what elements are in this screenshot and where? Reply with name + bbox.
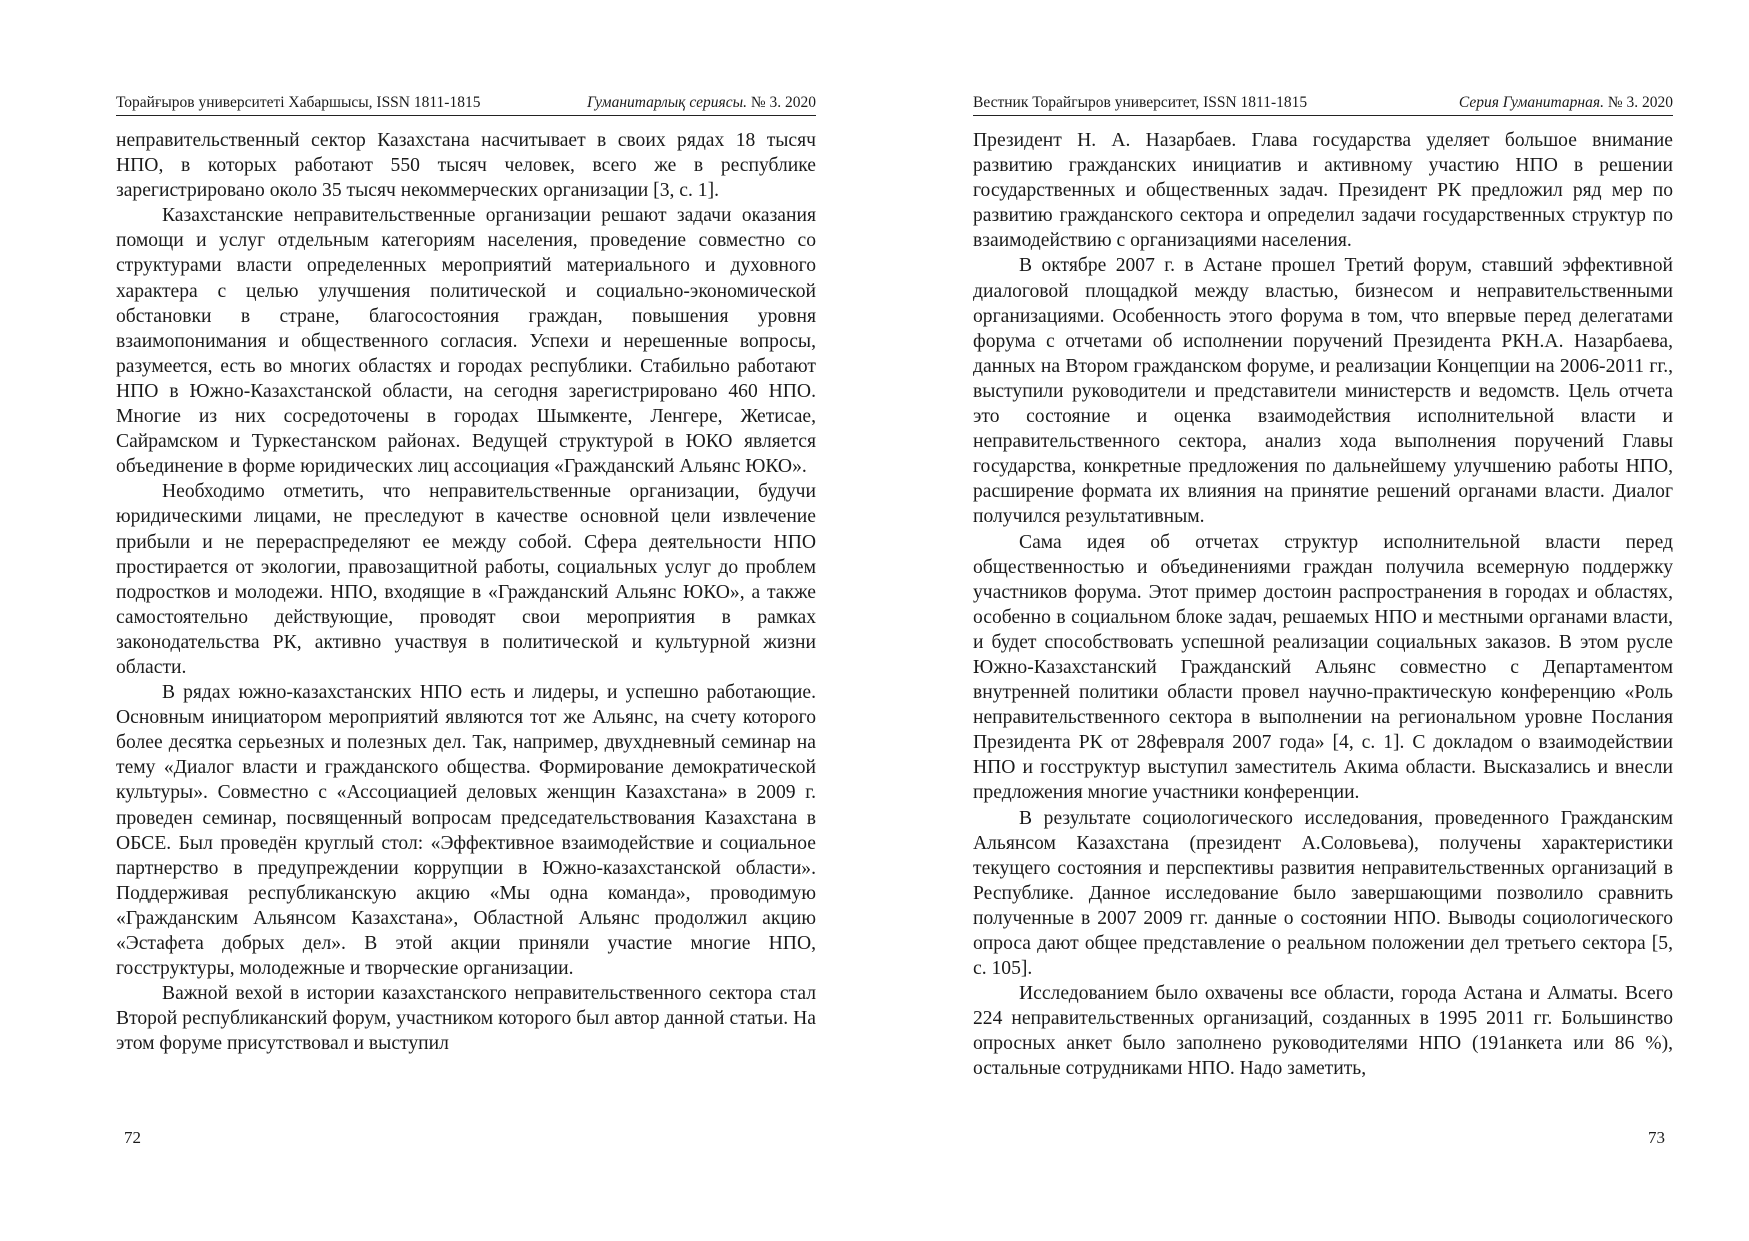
paragraph: В октябре 2007 г. в Астане прошел Третий форум, ставший эффективной диалоговой площадкой между властью, бизнесом и неправительственными организациями. Особенность этого форума в том, что впервые перед делегатами форума с отчетами об исполнении поручений Президента РКН.А. Назарбаева, данных на Втором гражданском форуме, и реализации Концепции на 2006-2011 гг., выступили руководители и представители министерств и ведомств. Цель отчета это состояние и оценка взаимодействия исполнительной власти и неправительственного сектора, анализ хода выполнения поручений Главы государства, конкретные предложения по дальнейшему улучшению работы НПО, расширение формата их влияния на принятие решений органами власти. Диалог получился результативным. — [973, 255, 1673, 528]
page-number: 72 — [124, 1128, 141, 1147]
page-number: 73 — [1648, 1128, 1665, 1147]
paragraph: Сама идея об отчетах структур исполнительной власти перед общественностью и объединениями граждан получила всемерную поддержку участников форума. Этот пример достоин распространения в городах и областях, особенно в социальном блоке задач, решаемых НПО и местными органами власти, и будет способствовать успешной реализации социальных заказов. В этом русле Южно-Казахстанский Гражданский Альянс совместно с Департаментом внутренней политики области провел научно-практическую конференцию «Роль неправительственного сектора в выполнении на региональном уровне Послания Президента РК от 28февраля 2007 года» [4, с. 1]. С докладом о взаимодействии НПО и госструктур выступил заместитель Акима области. Высказались и внесли предложения многие участники конференции. — [973, 531, 1673, 804]
paragraph: Исследованием было охвачены все области, города Астана и Алматы. Всего 224 неправительственных организаций, созданных в 1995 2011 гг. Большинство опросных анкет было заполнено руководителями НПО (191анкета или 86 %), остальные сотрудниками НПО. Надо заметить, — [973, 983, 1673, 1080]
paragraph: В рядах южно-казахстанских НПО есть и лидеры, и успешно работающие. Основным инициатором мероприятий являются тот же Альянс, на счету которого более десятка серьезных и полезных дел. Так, например, двухдневный семинар на тему «Диалог власти и гражданского общества. Формирование демократической культуры». Совместно с «Ассоциацией деловых женщин Казахстана» в 2009 г. проведен семинар, посвященный вопросам председательствования Казахстана в ОБСЕ. Был проведён круглый стол: «Эффективное взаимодействие и социальное партнерство в предупреждении коррупции в Южно-казахстанской области». Поддерживая республиканскую акцию «Мы одна команда», проводимую «Гражданским Альянсом Казахстана», Областной Альянс продолжил акцию «Эстафета добрых дел». В этой акции приняли участие многие НПО, госструктуры, молодежные и творческие организации. — [116, 682, 816, 980]
running-header — [973, 92, 1673, 116]
series-issue — [587, 94, 816, 112]
running-header — [116, 92, 816, 116]
paragraph: неправительственный сектор Казахстана насчитывает в своих рядах 18 тысяч НПО, в которых работают 550 тысяч человек, всего же в республике зарегистрировано около 35 тысяч некоммерческих организации [3, с. 1]. — [116, 130, 816, 202]
page-body — [116, 128, 816, 1056]
series-name: Гуманитарлық сериясы. — [587, 94, 747, 111]
paragraph: В результате социологического исследования, проведенного Гражданским Альянсом Казахстана (президент А.Соловьева), получены характеристики текущего состояния и перспективы развития неправительственных организаций в Республике. Данное исследование было завершающими позволило сравнить полученные в 2007 2009 гг. данные о состоянии НПО. Выводы социологического опроса дают общее представление о реальном положении дел третьего сектора [5, с. 105]. — [973, 807, 1673, 980]
journal-title: Вестник Торайгыров университет, ISSN 1811-1815 — [973, 94, 1308, 111]
paragraph: Важной вехой в истории казахстанского неправительственного сектора стал Второй республиканский форум, участником которого был автор данной статьи. На этом форуме присутствовал и выступил — [116, 983, 816, 1055]
journal-title: Торайғыров университеті Хабаршысы, ISSN 1811-1815 — [116, 94, 481, 111]
paragraph: Казахстанские неправительственные организации решают задачи оказания помощи и услуг отдельным категориям населения, проведение совместно со структурами власти определенных мероприятий материального и духовного характера с целью улучшения политической и социально-экономической обстановки в стране, благосостояния граждан, повышения уровня взаимопонимания и общественного согласия. Успехи и нерешенные вопросы, разумеется, есть во многих областях и городах республики. Стабильно работают НПО в Южно-Казахстанской области, на сегодня зарегистрировано 460 НПО. Многие из них сосредоточены в городах Шымкенте, Ленгере, Жетисае, Сайрамском и Туркестанском районах. Ведущей структурой в ЮКО является объединение в форме юридических лиц ассоциация «Гражданский Альянс ЮКО». — [116, 205, 816, 478]
paragraph: Президент Н. А. Назарбаев. Глава государства уделяет большое внимание развитию гражданских инициатив и активному участию НПО в решении государственных и общественных задач. Президент РК предложил ряд мер по развитию гражданского сектора и определил задачи государственных структур по взаимодействию с организациями населения. — [973, 130, 1673, 252]
series-name: Серия Гуманитарная. — [1458, 94, 1604, 111]
series-issue — [1459, 94, 1673, 112]
page-body — [973, 128, 1673, 1082]
issue-number: № 3. 2020 — [1603, 94, 1673, 111]
paragraph: Необходимо отметить, что неправительственные организации, будучи юридическими лицами, не преследуют в качестве основной цели извлечение прибыли и не перераспределяют ее между собой. Сфера деятельности НПО простирается от экологии, правозащитной работы, социальных услуг до проблем подростков и молодежи. НПО, входящие в «Гражданский Альянс ЮКО», а также самостоятельно действующие, проводят свои мероприятия в рамках законодательства РК, активно участвуя в политической и культурной жизни области. — [116, 481, 816, 678]
issue-number: № 3. 2020 — [746, 94, 816, 111]
